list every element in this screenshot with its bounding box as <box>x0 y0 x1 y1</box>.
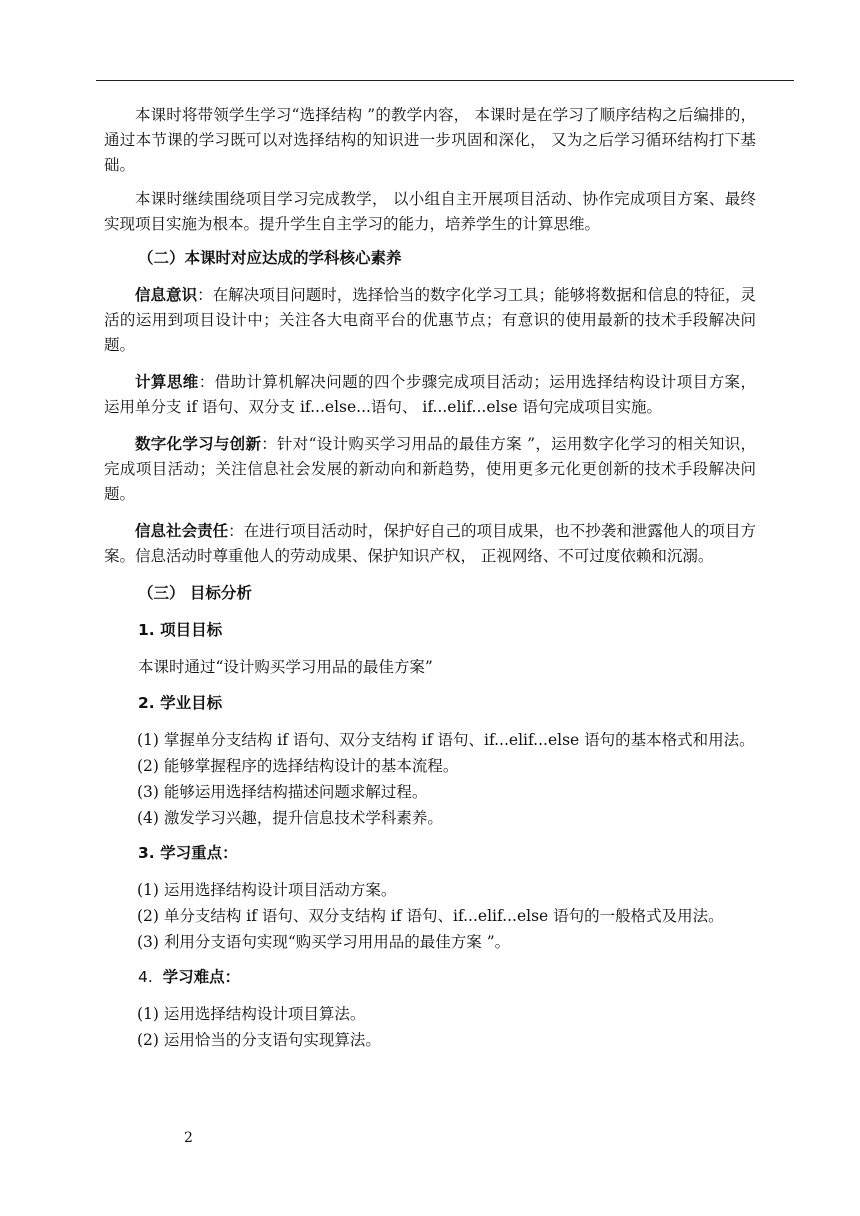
goal-4-list <box>104 1002 756 1053</box>
goal-2-list <box>104 728 756 831</box>
goal-1-text: 本课时通过“设计购买学习用品的最佳方案” <box>138 658 433 676</box>
goal-4-heading <box>104 965 756 990</box>
list-item: (1) 运用选择结构设计项目算法。 <box>137 1005 366 1023</box>
intro-paragraph-1: 本课时将带领学生学习“选择结构 ”的教学内容， 本课时是在学习了顺序结构之后编排的， 通过本节课的学习既可以对选择结构的知识进一步巩固和深化， 又为之后学习循环结构打下基础。 <box>104 106 756 174</box>
goal-3-list <box>104 878 756 955</box>
goal-4-label: 学习难点： <box>162 968 241 986</box>
list-item: (3) 能够运用选择结构描述问题求解过程。 <box>137 783 428 801</box>
term-label: 信息社会责任 <box>135 522 229 540</box>
goal-2-heading: 2. 学业目标 <box>138 694 223 712</box>
term-label: 计算思维 <box>135 373 199 391</box>
list-item: (3) 利用分支语句实现“购买学习用用品的最佳方案 ”。 <box>137 933 511 951</box>
term-description: ：在进行项目活动时，保护好自己的项目成果，也不抄袭和泄露他人的项目方案。信息活动时尊重他人的劳动成果、保护知识产权， 正视网络、不可过度依赖和沉溺。 <box>104 522 756 565</box>
section-3-heading: （三） 目标分析 <box>138 584 252 602</box>
page-number: 2 <box>184 1130 193 1146</box>
term-description: ：针对“设计购买学习用品的最佳方案 ”，运用数字化学习的相关知识，完成项目活动；关注信息社会发展的新动向和新趋势，使用更多元化更创新的技术手段解决问题。 <box>104 435 756 503</box>
goal-3-heading: 3. 学习重点： <box>138 844 238 862</box>
literacy-item-information-awareness <box>104 283 756 358</box>
literacy-item-computational-thinking <box>104 370 756 420</box>
term-label: 信息意识 <box>135 286 198 304</box>
header-rule <box>96 80 794 81</box>
list-item: (2) 单分支结构 if 语句、双分支结构 if 语句、if...elif...else 语句的一般格式及用法。 <box>137 907 724 925</box>
term-description: ：借助计算机解决问题的四个步骤完成项目活动；运用选择结构设计项目方案， 运用单分支 if 语句、双分支 if...else...语句、 if...elif...else 语句完成项目实施。 <box>104 373 756 416</box>
list-item: (1) 掌握单分支结构 if 语句、双分支结构 if 语句、if...elif...else 语句的基本格式和用法。 <box>137 731 755 749</box>
page-body <box>104 103 756 1063</box>
section-2-heading: （二）本课时对应达成的学科核心素养 <box>138 249 402 267</box>
list-item: (4) 激发学习兴趣，提升信息技术学科素养。 <box>137 809 443 827</box>
literacy-item-social-responsibility <box>104 519 756 569</box>
list-item: (2) 运用恰当的分支语句实现算法。 <box>137 1031 381 1049</box>
term-label: 数字化学习与创新 <box>135 435 262 453</box>
intro-paragraph-2: 本课时继续围绕项目学习完成教学， 以小组自主开展项目活动、协作完成项目方案、最终实现项目实施为根本。提升学生自主学习的能力，培养学生的计算思维。 <box>104 190 756 233</box>
goal-4-number: 4. <box>138 968 153 986</box>
list-item: (1) 运用选择结构设计项目活动方案。 <box>137 881 397 899</box>
goal-1-heading: 1. 项目目标 <box>138 621 223 639</box>
literacy-item-digital-learning <box>104 432 756 507</box>
list-item: (2) 能够掌握程序的选择结构设计的基本流程。 <box>137 757 459 775</box>
term-description: ：在解决项目问题时，选择恰当的数字化学习工具；能够将数据和信息的特征，灵活的运用到项目设计中；关注各大电商平台的优惠节点；有意识的使用最新的技术手段解决问题。 <box>104 286 756 354</box>
